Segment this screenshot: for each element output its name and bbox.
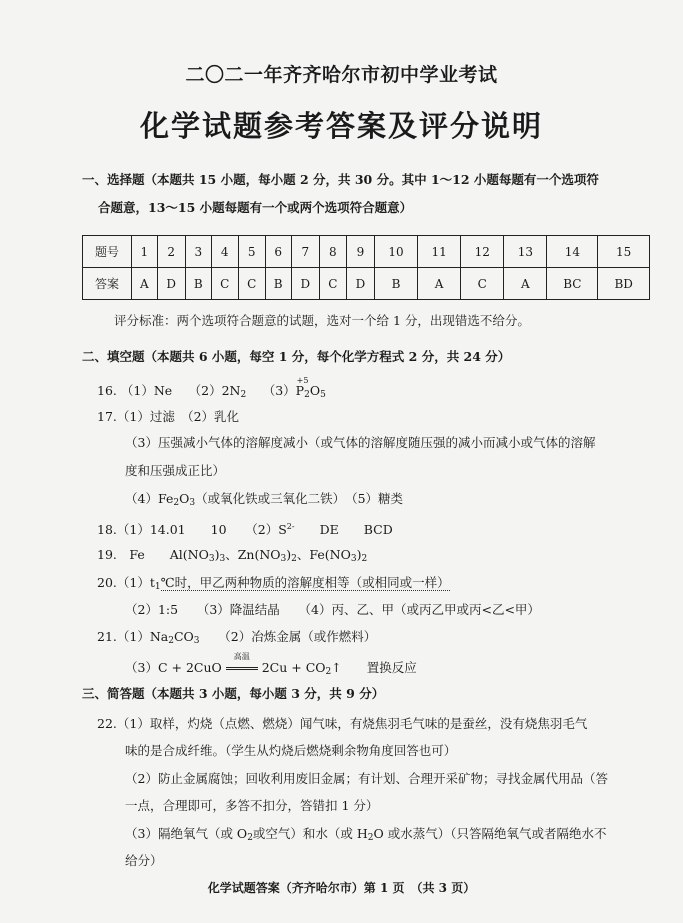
table-cell: B — [374, 268, 417, 300]
table-cell: C — [238, 268, 265, 300]
table-row-numbers — [83, 236, 650, 268]
section2-heading: 二、填空题（本题共 6 小题，每空 1 分，每个化学方程式 2 分，共 24 分） — [82, 349, 511, 364]
table-cell: B — [185, 268, 211, 300]
table-cell: 14 — [547, 236, 598, 268]
table-cell: 10 — [374, 236, 417, 268]
table-cell: A — [132, 268, 158, 300]
table-cell: 答案 — [83, 268, 132, 300]
table-cell: 3 — [185, 236, 211, 268]
table-cell: 4 — [211, 236, 238, 268]
table-cell: D — [346, 268, 374, 300]
table-row-answers — [83, 268, 650, 300]
table-cell: 2 — [157, 236, 185, 268]
table-cell: D — [157, 268, 185, 300]
q22-line6: 给分） — [125, 853, 163, 868]
page-footer: 化学试题答案（齐齐哈尔市）第 1 页 （共 3 页） — [207, 881, 476, 895]
exam-title: 二〇二一年齐齐哈尔市初中学业考试 — [185, 64, 498, 86]
table-cell: 7 — [291, 236, 319, 268]
q20-line1: $20.(1)t_1℃$时，甲乙两种物质的溶解度相等（或相同或一样） — [97, 575, 450, 592]
table-cell: C — [319, 268, 346, 300]
q22-line5: （3）隔绝氧气（或 $O_2$或空气）和水（或 $H_2O$ 或水蒸气）（只答隔绝氧气或者隔绝水不 — [125, 826, 607, 843]
table-cell: 8 — [319, 236, 346, 268]
page-title: 化学试题参考答案及评分说明 — [139, 109, 543, 143]
scoring-note: 评分标准：两个选项符合题意的试题，选对一个给 1 分，出现错选不给分。 — [114, 313, 530, 328]
table-cell: 5 — [238, 236, 265, 268]
table-cell: 11 — [418, 236, 461, 268]
q17-line4: $(4)Fe_2O_3$（或氧化铁或三氧化二铁） （5）糖类 — [125, 491, 404, 508]
q22-line1: 22.（1）取样，灼烧（点燃、燃烧）闻气味，有烧焦羽毛气味的是蚕丝，没有烧焦羽毛气 — [97, 716, 588, 731]
q20-line2: （2）1:5 （3）降温结晶 （4）丙、乙、甲（或丙乙甲或丙<乙<甲） — [125, 602, 540, 617]
table-cell: C — [461, 268, 504, 300]
table-cell: 9 — [346, 236, 374, 268]
q18-line: 18.（1）14.01 10 $(2)S^{2-}$ DE BCD — [97, 522, 393, 537]
section3-heading: 三、简答题（本题共 3 小题，每小题 3 分，共 9 分） — [82, 686, 385, 701]
table-cell: D — [291, 268, 319, 300]
q17-line1: 17.（1）过滤 （2）乳化 — [97, 409, 240, 424]
section1-heading-b: 合题意，13～15 小题每题有一个或两个选项符合题意） — [98, 200, 413, 215]
q21-line2: （3）C + 2CuO 高温 $2Cu + CO_2↑$ 置换反应 — [125, 652, 417, 677]
q16-line: 16. （1）Ne $(2)2N_2$ （3） +5 $P_2O_5$ — [97, 376, 326, 400]
table-cell: A — [418, 268, 461, 300]
table-cell: 15 — [598, 236, 650, 268]
table-cell: 13 — [504, 236, 547, 268]
table-cell: 6 — [265, 236, 291, 268]
table-cell: C — [211, 268, 238, 300]
q17-line3: 度和压强成正比） — [125, 463, 226, 478]
q19-line: 19. Fe $Al(NO_3)_3$、$Zn(NO_3)_2$、$Fe(NO_3)_2$ — [97, 547, 368, 564]
q21-line1: $21.(1)Na_2CO_3$ （2）冶炼金属（或作燃料） — [97, 629, 377, 646]
section1-heading-a: 一、选择题（本题共 15 小题，每小题 2 分，共 30 分。其中 1～12 小题每题有一个选项符 — [82, 172, 599, 187]
q22-line3: （2）防止金属腐蚀；回收利用废旧金属；有计划、合理开采矿物；寻找金属代用品（答 — [125, 771, 608, 786]
table-cell: 题号 — [83, 236, 132, 268]
reaction-arrow: 高温 — [226, 657, 258, 670]
table-cell: 1 — [132, 236, 158, 268]
answer-table — [82, 235, 650, 300]
table-cell: A — [504, 268, 547, 300]
q17-line2: （3）压强减小气体的溶解度减小（或气体的溶解度随压强的减小而减小或气体的溶解 — [125, 435, 596, 450]
table-cell: 12 — [461, 236, 504, 268]
q22-line2: 味的是合成纤维。（学生从灼烧后燃烧剩余物角度回答也可） — [125, 743, 457, 758]
table-cell: B — [265, 268, 291, 300]
table-cell: BC — [547, 268, 598, 300]
table-cell: BD — [598, 268, 650, 300]
q22-line4: 一点，合理即可，多答不扣分，答错扣 1 分） — [125, 798, 379, 813]
